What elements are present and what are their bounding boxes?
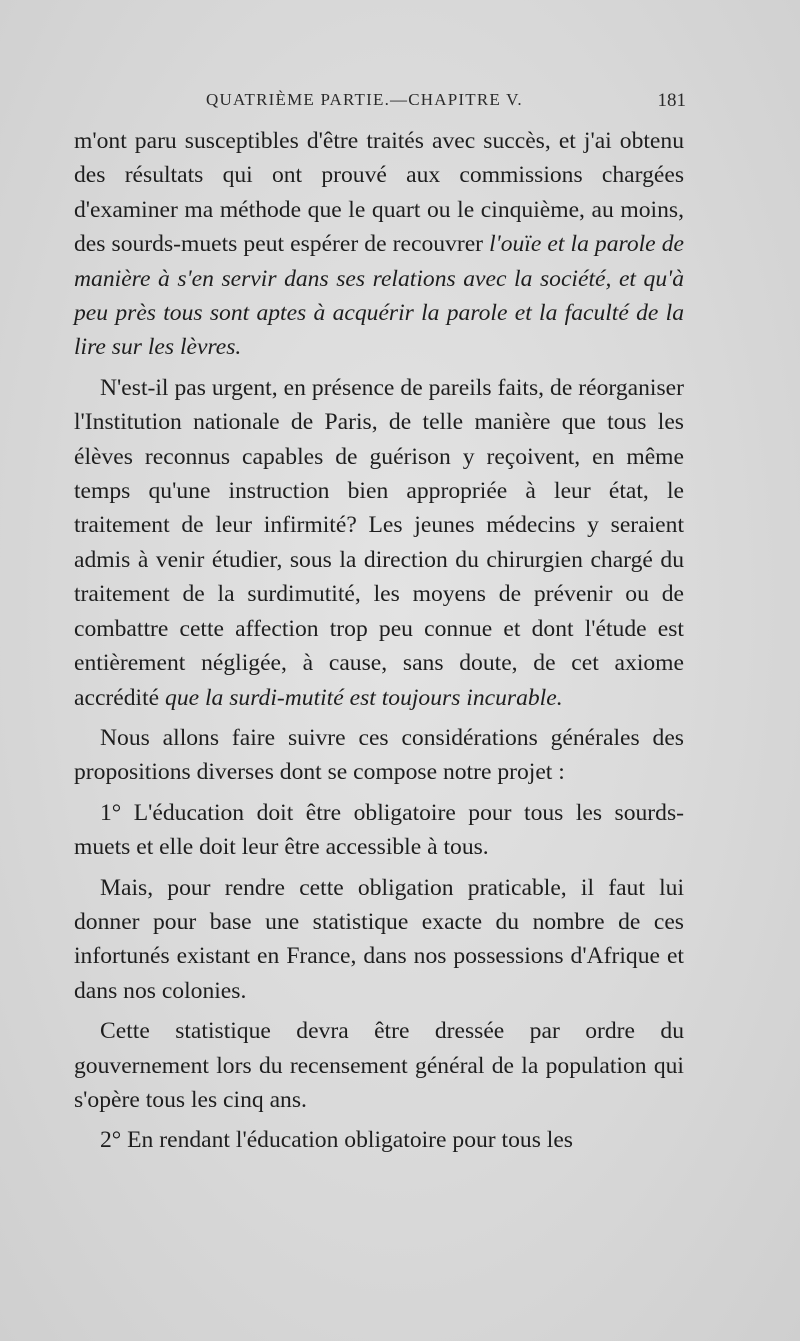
paragraph-6 (74, 1014, 684, 1117)
paragraph-3 (74, 721, 684, 790)
page-header (74, 90, 686, 118)
paragraph-3-text: Nous allons faire suivre ces considérations générales des propositions diverses dont se compose notre projet : (74, 724, 684, 786)
paragraph-7-text: 2° En rendant l'éducation obligatoire pour tous les (100, 1127, 573, 1154)
page-number: 181 (657, 90, 686, 111)
paragraph-7 (74, 1123, 684, 1157)
paragraph-1 (74, 124, 684, 365)
body-text (74, 124, 684, 1158)
paragraph-4-text: 1° L'éducation doit être obligatoire pour tous les sourds-muets et elle doit leur être accessible à tous. (74, 799, 684, 861)
paragraph-2-italic: que la surdi-mutité est toujours incurable. (165, 684, 563, 711)
paragraph-1-italic: l'ouïe et la parole de manière à s'en servir dans ses relations avec la société, et qu'à peu près tous sont aptes à acquérir la parole et la faculté de la lire sur les lèvres. (74, 231, 685, 361)
paragraph-1-text: m'ont paru susceptibles d'être traités avec succès, et j'ai obtenu des résultats qui ont prouvé aux commissions chargées d'examiner ma méthode que le quart ou le cinquième, au moins, des sourds-muets peut espérer de recouvrer (74, 128, 684, 258)
paragraph-4 (74, 796, 684, 865)
paragraph-2-text: N'est-il pas urgent, en présence de pareils faits, de réorganiser l'Institution nationale de Paris, de telle manière que tous les élèves reconnus capables de guérison y reçoivent, en même temps qu'une instruction bien appropriée à leur état, le traitement de leur infirmité? Les jeunes médecins y seraient admis à venir étudier, sous la direction du chirurgien chargé du traitement de la surdimutité, les moyens de prévenir ou de combattre cette affection trop peu connue et dont l'étude est entièrement négligée, à cause, sans doute, de cet axiome accrédité (74, 374, 684, 711)
paragraph-5-text: Mais, pour rendre cette obligation praticable, il faut lui donner pour base une statistique exacte du nombre de ces infortunés existant en France, dans nos possessions d'Afrique et dans nos colonies. (74, 874, 684, 1004)
paragraph-6-text: Cette statistique devra être dressée par ordre du gouvernement lors du recensement général de la population qui s'opère tous les cinq ans. (74, 1018, 684, 1113)
paragraph-5 (74, 871, 684, 1009)
paragraph-2 (74, 371, 684, 715)
running-head: QUATRIÈME PARTIE.—CHAPITRE V. (206, 90, 523, 109)
